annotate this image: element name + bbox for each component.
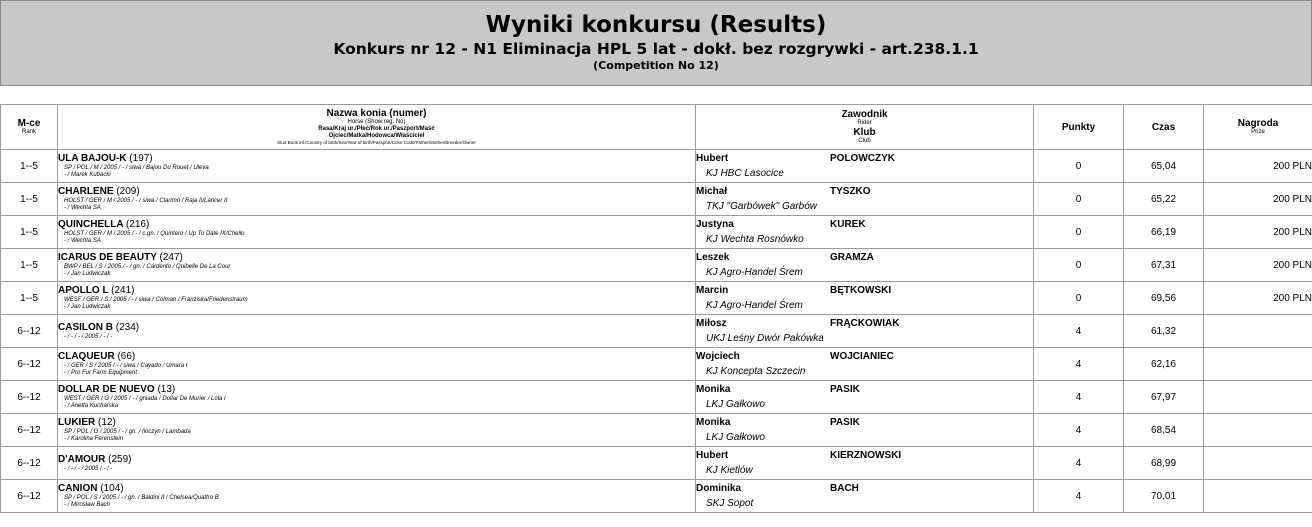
rider-last-name: PASIK (830, 417, 860, 428)
points-cell: 0 (1034, 216, 1124, 249)
horse-name: LUKIER (58, 417, 96, 428)
time-cell: 65,04 (1124, 150, 1204, 183)
horse-owner: - / Wechta SA (64, 205, 101, 211)
rider-cell (696, 381, 1034, 414)
horse-owner: - / Mirosław Bach (64, 502, 111, 508)
table-row (1, 447, 1312, 480)
horse-name: ICARUS DE BEAUTY (58, 252, 157, 263)
table-row (1, 315, 1312, 348)
horse-details: SP / POL / S / 2005 / - / gn. / Baldini II / Chelsea/Quattro B (64, 495, 219, 501)
rider-last-name: KIERZNOWSKI (830, 450, 902, 461)
rank-cell: 6--12 (1, 447, 58, 480)
horse-cell (58, 249, 696, 282)
horse-cell (58, 216, 696, 249)
points-cell: 4 (1034, 315, 1124, 348)
points-cell: 4 (1034, 447, 1124, 480)
time-cell: 67,31 (1124, 249, 1204, 282)
rider-first-name: Marcin (696, 285, 729, 296)
horse-name: CHARLENE (58, 186, 114, 197)
rank-cell: 6--12 (1, 348, 58, 381)
table-row (1, 183, 1312, 216)
horse-cell (58, 381, 696, 414)
time-cell: 68,99 (1124, 447, 1204, 480)
rider-first-name: Wojciech (696, 351, 740, 362)
time-cell: 62,16 (1124, 348, 1204, 381)
points-cell: 0 (1034, 150, 1124, 183)
rider-club: LKJ Gałkowo (706, 399, 765, 410)
competition-subtitle: Konkurs nr 12 - N1 Eliminacja HPL 5 lat - dokł. bez rozgrywki - art.238.1.1 (333, 40, 979, 58)
rank-cell: 6--12 (1, 381, 58, 414)
table-row (1, 249, 1312, 282)
horse-header: Nazwa konia (numer) Horse (Show reg. No) Rasa/Kraj ur./Płeć/Rok ur./Paszport/Maść Ojciec/Matka/Hodowca/Właściciel Stud Book inf./Country of birth/Sex/Year of birth/Passport/Color Code/Father/Mother/Breeder/Owner (58, 105, 696, 150)
horse-number: (13) (157, 384, 176, 395)
rider-cell (696, 216, 1034, 249)
horse-cell (58, 282, 696, 315)
horse-owner: - / Wechta SA (64, 238, 101, 244)
horse-owner: - / Jan Ludwiczak (64, 304, 111, 310)
horse-cell (58, 348, 696, 381)
rider-cell (696, 150, 1034, 183)
rank-cell: 1--5 (1, 282, 58, 315)
rider-last-name: WOJCIANIEC (830, 351, 894, 362)
table-row (1, 216, 1312, 249)
horse-number: (209) (116, 186, 140, 197)
horse-cell (58, 480, 696, 513)
horse-owner: - / Jan Ludwiczak (64, 271, 111, 277)
table-row (1, 381, 1312, 414)
time-cell: 67,97 (1124, 381, 1204, 414)
rider-last-name: TYSZKO (830, 186, 871, 197)
time-header: Czas (1124, 105, 1204, 150)
table-row (1, 150, 1312, 183)
horse-name: CASILON B (58, 321, 113, 333)
prize-cell (1204, 315, 1312, 348)
rider-first-name: Monika (696, 417, 731, 428)
horse-number: (66) (117, 351, 136, 362)
prize-cell (1204, 348, 1312, 381)
rider-club: SKJ Sopot (706, 498, 754, 509)
rider-cell (696, 447, 1034, 480)
rider-first-name: Leszek (696, 252, 730, 263)
rank-cell: 6--12 (1, 315, 58, 348)
horse-name: QUINCHELLA (58, 219, 124, 230)
prize-cell: 200 PLN (1204, 150, 1312, 183)
horse-owner: - / Karolina Ferenstein (64, 436, 124, 442)
prize-cell: 200 PLN (1204, 249, 1312, 282)
rider-first-name: Michał (696, 186, 728, 197)
horse-name: DOLLAR DE NUEVO (58, 384, 155, 395)
prize-cell: 200 PLN (1204, 216, 1312, 249)
rider-last-name: PASIK (830, 384, 860, 395)
rider-last-name: FRĄCKOWIAK (830, 318, 900, 329)
prize-cell: 200 PLN (1204, 282, 1312, 315)
rider-cell (696, 183, 1034, 216)
horse-number: (104) (100, 483, 124, 494)
rank-cell: 1--5 (1, 249, 58, 282)
points-header: Punkty (1034, 105, 1124, 150)
time-cell: 66,19 (1124, 216, 1204, 249)
rider-cell (696, 315, 1034, 348)
horse-cell (58, 315, 696, 348)
rider-first-name: Hubert (696, 450, 729, 461)
results-header (0, 0, 1312, 86)
rider-last-name: BACH (830, 483, 859, 494)
horse-name: CANION (58, 483, 98, 494)
time-cell: 68,54 (1124, 414, 1204, 447)
points-cell: 4 (1034, 480, 1124, 513)
rider-club: KJ HBC Lasocice (706, 168, 784, 179)
rider-club: UKJ Leśny Dwór Pakówka (706, 333, 824, 344)
horse-name: CLAQUEUR (58, 351, 115, 362)
rank-cell: 1--5 (1, 183, 58, 216)
table-row (1, 480, 1312, 513)
rider-club: KJ Koncepta Szczecin (706, 366, 806, 377)
rider-cell (696, 480, 1034, 513)
rider-last-name: GRAMZA (830, 252, 874, 263)
horse-owner: - / Anetta Kucharska (64, 403, 119, 409)
horse-details: WEST / GER / G / 2005 / - / gniada / Dollar De Murier / Lola I (64, 396, 226, 402)
horse-cell (58, 447, 696, 480)
rider-last-name: KUREK (830, 219, 866, 230)
table-row (1, 282, 1312, 315)
horse-cell (58, 150, 696, 183)
rider-cell (696, 249, 1034, 282)
competition-number: (Competition No 12) (593, 59, 719, 72)
horse-details: - / - / - / 2005 / - / - (64, 333, 113, 340)
prize-header: Nagroda Prize (1204, 105, 1312, 150)
horse-name: APOLLO L (58, 285, 109, 296)
horse-number: (216) (125, 219, 150, 230)
horse-number: (241) (111, 285, 135, 296)
horse-name: D'AMOUR (58, 453, 106, 465)
horse-details: HOLST / GER / M / 2005 / - / siwa / Clarimo / Raja II/Lancer II (64, 198, 228, 204)
rider-first-name: Monika (696, 384, 731, 395)
horse-name: ULA BAJOU-K (58, 153, 127, 164)
horse-owner: - / Marek Kubacki (64, 172, 111, 178)
rider-first-name: Justyna (696, 219, 734, 230)
horse-owner: - / Pro Fur Farm Equipment (64, 370, 138, 376)
rank-cell: 6--12 (1, 480, 58, 513)
points-cell: 0 (1034, 282, 1124, 315)
prize-cell (1204, 414, 1312, 447)
horse-details: - / GER / S / 2005 / - / siwa / Cayado / Umara I (64, 363, 188, 369)
rider-cell (696, 348, 1034, 381)
rank-header: M-ce Rank (1, 105, 58, 150)
prize-cell: 200 PLN (1204, 183, 1312, 216)
prize-cell (1204, 480, 1312, 513)
time-cell: 69,56 (1124, 282, 1204, 315)
prize-cell (1204, 447, 1312, 480)
rider-club: KJ Agro-Handel Śrem (706, 300, 803, 311)
rider-first-name: Hubert (696, 153, 729, 164)
time-cell: 65,22 (1124, 183, 1204, 216)
rank-cell: 6--12 (1, 414, 58, 447)
rider-cell (696, 414, 1034, 447)
rider-club: KJ Agro-Handel Śrem (706, 267, 803, 278)
horse-details: SP / POL / M / 2005 / - / siwa / Bajou Du Rouet / Uleva (64, 165, 209, 171)
horse-details: BWP / BEL / S / 2005 / - / gn. / Cardento / Quibelle De La Cour (64, 264, 231, 270)
horse-number: (259) (108, 453, 132, 465)
results-table (0, 104, 1312, 513)
page-title: Wyniki konkursu (Results) (485, 12, 827, 38)
rider-cell (696, 282, 1034, 315)
time-cell: 61,32 (1124, 315, 1204, 348)
rider-club: LKJ Gałkowo (706, 432, 765, 443)
table-row (1, 414, 1312, 447)
rank-cell: 1--5 (1, 216, 58, 249)
horse-number: (247) (159, 252, 183, 263)
table-row (1, 348, 1312, 381)
rider-club: KJ Wechta Rosnówko (706, 234, 804, 245)
time-cell: 70,01 (1124, 480, 1204, 513)
points-cell: 0 (1034, 249, 1124, 282)
prize-cell (1204, 381, 1312, 414)
rider-header: Zawodnik Rider Klub Club (696, 105, 1034, 150)
rank-cell: 1--5 (1, 150, 58, 183)
points-cell: 4 (1034, 348, 1124, 381)
rider-club: TKJ "Garbówek" Garbów (706, 201, 818, 212)
points-cell: 4 (1034, 414, 1124, 447)
horse-number: (234) (115, 321, 140, 333)
rider-last-name: BĘTKOWSKI (830, 285, 892, 296)
horse-number: (197) (129, 153, 153, 164)
horse-details: WESF / GER / S / 2005 / - / siwa / Colman / Franziska/Friedenstraum (64, 297, 248, 303)
rider-first-name: Miłosz (696, 318, 727, 329)
table-header-row (1, 105, 1312, 150)
horse-number: (12) (98, 417, 116, 428)
rider-first-name: Dominika (696, 483, 742, 494)
horse-details: HOLST / GER / M / 2005 / - / c.gn. / Quintero / Up To Date IX/Chello (64, 231, 245, 237)
rider-club: KJ Kietlów (706, 465, 753, 476)
points-cell: 0 (1034, 183, 1124, 216)
horse-cell (58, 414, 696, 447)
horse-details: SP / POL / G / 2005 / - / gn. / Iloczyn / Lambada (64, 429, 191, 435)
points-cell: 4 (1034, 381, 1124, 414)
horse-details: - / - / - / 2005 / - / - (64, 465, 113, 472)
horse-cell (58, 183, 696, 216)
rider-last-name: POLOWCZYK (830, 153, 895, 164)
